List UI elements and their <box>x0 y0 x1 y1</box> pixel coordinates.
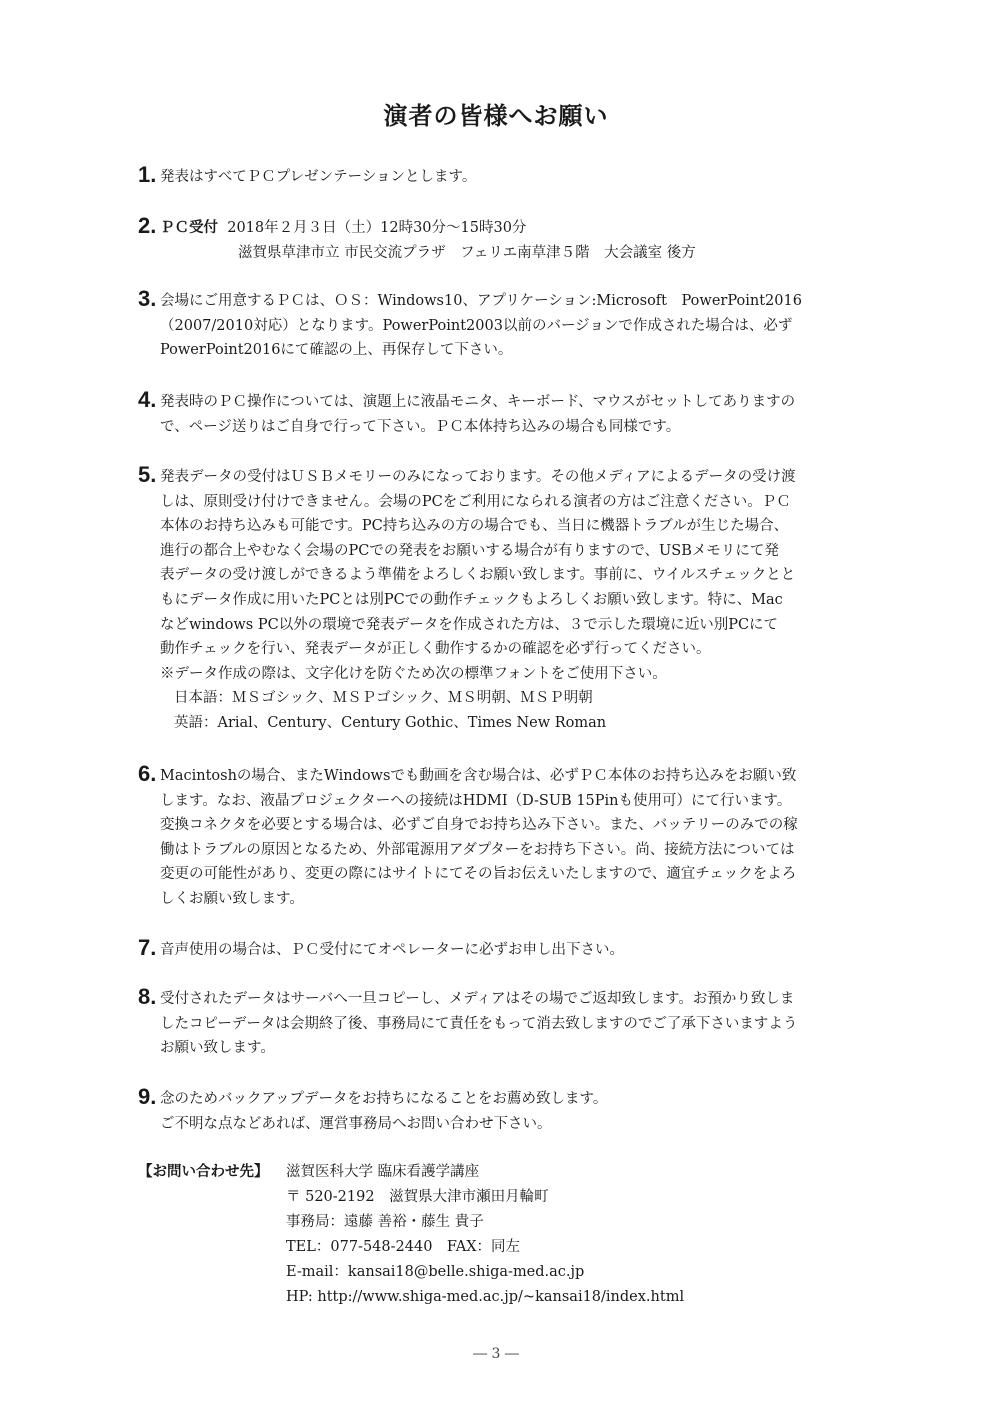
list-item-4 <box>138 387 858 439</box>
list-item-5 <box>138 462 858 736</box>
item-line: PowerPoint2016にて確認の上、再保存して下さい。 <box>160 342 513 359</box>
pc-reception-label: ＰＣ受付 <box>160 220 218 236</box>
item-number: 4. <box>138 387 157 412</box>
item-line: ご不明な点などあれば、運営事務局へお問い合わせ下さい。 <box>160 1115 552 1132</box>
contact-block <box>138 1160 684 1310</box>
item-line: しくお願い致します。 <box>160 890 304 907</box>
font-list-japanese: 日本語：ＭＳゴシック、ＭＳＰゴシック、ＭＳ明朝、ＭＳＰ明朝 <box>174 690 593 707</box>
item-number: 7. <box>138 935 157 960</box>
contact-homepage: HP: http://www.shiga-med.ac.jp/~kansai18/index.html <box>286 1289 685 1305</box>
item-number: 3. <box>138 286 157 311</box>
item-line: しは、原則受け付けできません。会場のPCをご利用になられる演者の方はご注意ください。ＰＣ <box>160 493 791 510</box>
item-number: 5. <box>138 462 157 487</box>
list-item-1 <box>138 162 858 190</box>
item-line: 動作チェックを行い、発表データが正しく動作するかの確認を必ず行ってください。 <box>160 641 711 658</box>
font-list-english: 英語：Arial、Century、Century Gothic、Times New Roman <box>174 714 607 731</box>
item-number: 9. <box>138 1084 157 1109</box>
item-line: 変更の可能性があり、変更の際にはサイトにてその旨お伝えいたしますので、適宜チェックをよろ <box>160 866 797 883</box>
contact-office: 事務局：遠藤 善裕・藤生 貴子 <box>286 1214 484 1230</box>
item-number: 8. <box>138 984 157 1009</box>
item-line: 本体のお持ち込みも可能です。PC持ち込みの方の場合でも、当日に機器トラブルが生じた場合、 <box>160 518 789 535</box>
item-line: 発表時のＰＣ操作については、演題上に液晶モニタ、キーボード、マウスがセットしてありますの <box>160 394 796 410</box>
item-line: Macintoshの場合、またWindowsでも動画を含む場合は、必ずＰＣ本体のお持ち込みをお願い致 <box>160 768 797 784</box>
item-line: もにデータ作成に用いたPCとは別PCでの動作チェックもよろしくお願い致します。特に、Mac <box>160 591 783 608</box>
item-line: 変換コネクタを必要とする場合は、必ずご自身でお持ち込み下さい。また、バッテリーのみでの稼 <box>160 817 798 834</box>
item-line: 2018年２月３日（土）12時30分～15時30分 <box>227 220 527 236</box>
list-item-2 <box>138 213 858 265</box>
page-number: ― 3 ― <box>473 1346 519 1362</box>
item-line: 受付されたデータはサーバへ一旦コピーし、メディアはその場でご返却致します。お預かり致しま <box>160 991 795 1007</box>
item-line: お願い致します。 <box>160 1040 275 1057</box>
contact-email: E-mail：kansai18@belle.shiga-med.ac.jp <box>286 1264 585 1280</box>
item-line: 表データの受け渡しができるよう準備をよろしくお願い致します。事前に、ウイルスチェックとと <box>160 567 796 584</box>
item-line: 進行の都合上やむなく会場のPCでの発表をお願いする場合が有りますので、USBメモリにて発 <box>160 542 779 559</box>
item-number: 6. <box>138 761 157 786</box>
item-line: 発表データの受付はＵＳＢメモリーのみになっております。その他メディアによるデータの受け渡 <box>160 469 796 485</box>
item-line: 働はトラブルの原因となるため、外部電源用アダプターをお持ち下さい。尚、接続方法については <box>160 841 795 858</box>
item-line: 音声使用の場合は、ＰＣ受付にてオペレーターに必ずお申し出下さい。 <box>160 942 624 958</box>
item-line: したコピーデータは会期終了後、事務局にて責任をもって消去致しますのでご了承下さいますよう <box>160 1015 798 1032</box>
contact-label: 【お問い合わせ先】 <box>138 1164 269 1180</box>
item-line: 会場にご用意するＰＣは、ＯＳ：Windows10、アプリケーション:Microsoft PowerPoint2016 <box>160 293 802 309</box>
contact-org: 滋賀医科大学 臨床看護学講座 <box>286 1164 480 1180</box>
item-line: 念のためバックアップデータをお持ちになることをお薦め致します。 <box>160 1091 608 1107</box>
item-line: 発表はすべてＰＣプレゼンテーションとします。 <box>160 169 477 185</box>
list-item-3 <box>138 286 858 363</box>
item-number: 1. <box>138 162 157 187</box>
list-item-8 <box>138 984 858 1061</box>
item-line: します。なお、液晶プロジェクターへの接続はHDMI（D-SUB 15Pinも使用可）にて行います。 <box>160 792 792 809</box>
font-note: ※データ作成の際は、文字化けを防ぐため次の標準フォントをご使用下さい。 <box>160 665 667 682</box>
page-title: 演者の皆様へお願い <box>383 102 609 130</box>
list-item-7 <box>138 935 858 963</box>
contact-phone: TEL：077-548-2440 FAX：同左 <box>286 1239 521 1255</box>
list-item-9 <box>138 1084 858 1136</box>
item-line: などwindows PC以外の環境で発表データを作成された方は、３で示した環境に近い別PCにて <box>160 616 779 633</box>
item-line: （2007/2010対応）となります。PowerPoint2003以前のバージョンで作成された場合は、必ず <box>160 317 793 334</box>
contact-address: 〒 520-2192 滋賀県大津市瀬田月輪町 <box>286 1189 549 1205</box>
list-item-6 <box>138 761 858 912</box>
item-line: で、ページ送りはご自身で行って下さい。ＰＣ本体持ち込みの場合も同様です。 <box>160 418 681 435</box>
item-number: 2. <box>138 213 157 238</box>
item-line: 滋賀県草津市立 市民交流プラザ フェリエ南草津５階 大会議室 後方 <box>238 244 696 261</box>
